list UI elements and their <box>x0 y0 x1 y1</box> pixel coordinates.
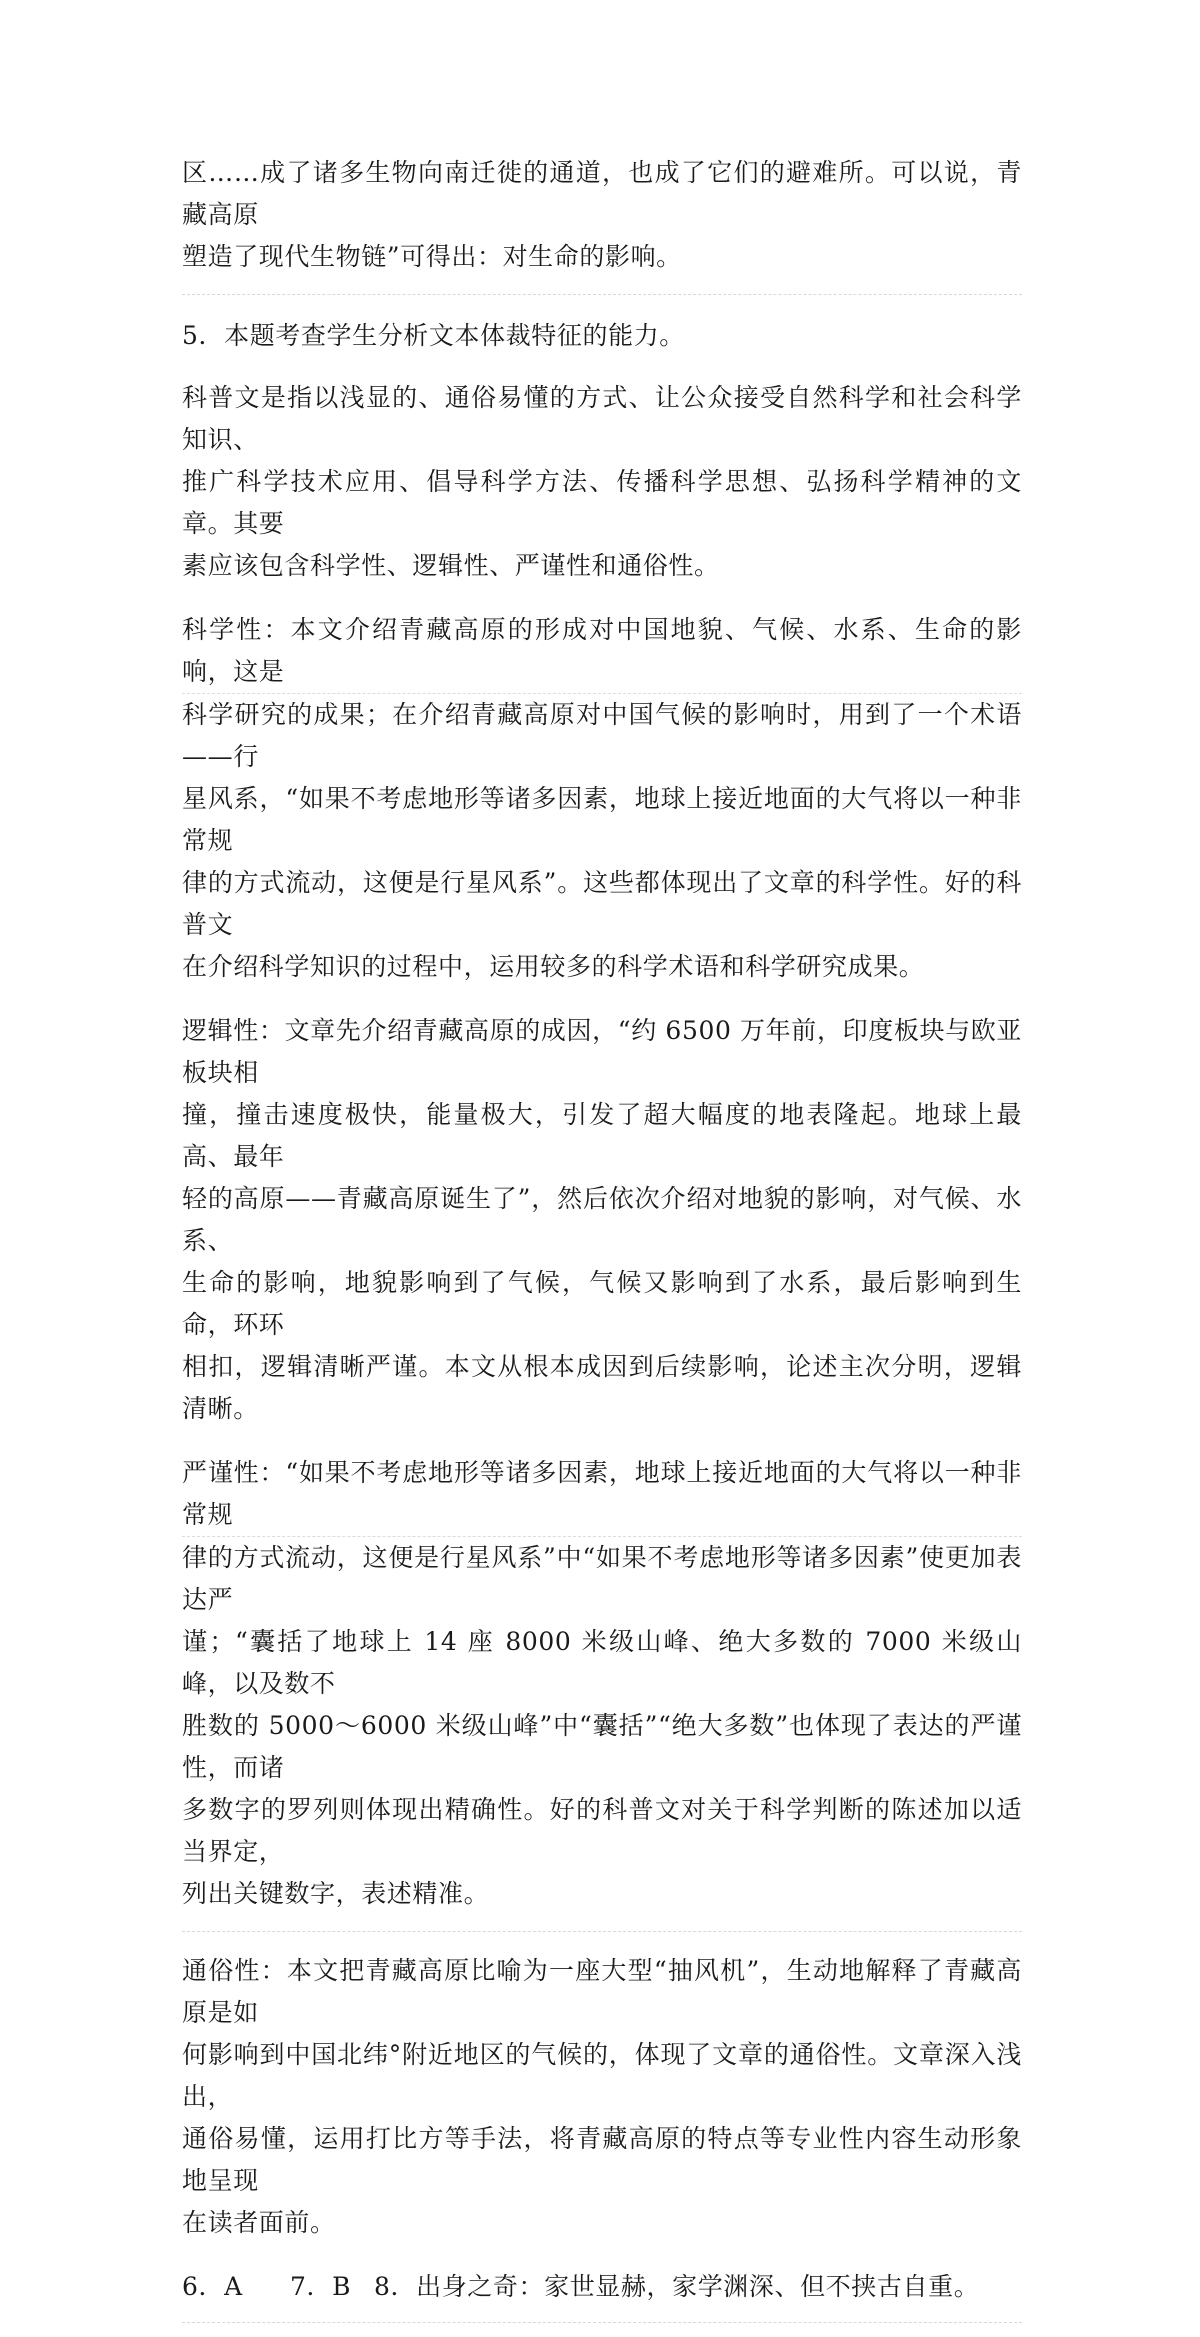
text-line: 在读者面前。 <box>182 2208 336 2237</box>
paragraph-definition <box>182 373 1022 605</box>
text-line: 推广科学技术应用、倡导科学方法、传播科学思想、弘扬科学精神的文章。其要 <box>182 467 1022 538</box>
paragraph-logical <box>182 1006 1022 1448</box>
paragraph-scientific <box>182 605 1022 1006</box>
text-line: 在介绍科学知识的过程中，运用较多的科学术语和科学研究成果。 <box>182 952 925 981</box>
answer-7: 7．B <box>290 2272 352 2301</box>
question-5-heading <box>182 309 1022 373</box>
text-line: 星风系，“如果不考虑地形等诸多因素，地球上接近地面的大气将以一种非常规 <box>182 784 1022 855</box>
text-line: 律的方式流动，这便是行星风系”中“如果不考虑地形等诸多因素”使更加表达严 <box>182 1543 1022 1614</box>
text-line: 谨；“囊括了地球上 14 座 8000 米级山峰、绝大多数的 7000 米级山峰，以及数不 <box>182 1627 1022 1698</box>
text-line: 素应该包含科学性、逻辑性、严谨性和通俗性。 <box>182 551 720 580</box>
answer-6: 6．A <box>182 2272 243 2301</box>
answers-row <box>182 2262 1022 2323</box>
text-line: 生命的影响，地貌影响到了气候，气候又影响到了水系，最后影响到生命，环环 <box>182 1268 1022 1339</box>
text-line: 轻的高原——青藏高原诞生了”，然后依次介绍对地貌的影响，对气候、水系、 <box>182 1184 1022 1255</box>
paragraph-popular <box>182 1946 1022 2262</box>
answer-8: 8．出身之奇：家世显赫，家学渊深、但不挟古自重。 <box>374 2272 980 2301</box>
text-line: 通俗易懂，运用打比方等手法，将青藏高原的特点等专业性内容生动形象地呈现 <box>182 2124 1022 2195</box>
text-line: 科学研究的成果；在介绍青藏高原对中国气候的影响时，用到了一个术语——行 <box>182 700 1022 771</box>
text-line: 律的方式流动，这便是行星风系”。这些都体现出了文章的科学性。好的科普文 <box>182 868 1022 939</box>
text-line: 逻辑性：文章先介绍青藏高原的成因，“约 6500 万年前，印度板块与欧亚板块相 <box>182 1016 1022 1087</box>
text-line: 何影响到中国北纬°附近地区的气候的，体现了文章的通俗性。文章深入浅出， <box>182 2040 1022 2111</box>
paragraph-continuation <box>182 148 1022 295</box>
text-line: 5．本题考查学生分析文本体裁特征的能力。 <box>182 321 685 350</box>
text-line: 胜数的 5000～6000 米级山峰”中“囊括”“绝大多数”也体现了表达的严谨性，而诸 <box>182 1711 1022 1782</box>
text-line: 列出关键数字，表述精准。 <box>182 1879 490 1908</box>
text-line: 区……成了诸多生物向南迁徙的通道，也成了它们的避难所。可以说，青藏高原 <box>182 158 1022 229</box>
text-line: 科学性：本文介绍青藏高原的形成对中国地貌、气候、水系、生命的影响，这是 <box>182 609 1022 694</box>
text-line: 严谨性：“如果不考虑地形等诸多因素，地球上接近地面的大气将以一种非常规 <box>182 1452 1022 1537</box>
text-line: 科普文是指以浅显的、通俗易懂的方式、让公众接受自然科学和社会科学知识、 <box>182 383 1022 454</box>
text-line: 相扣，逻辑清晰严谨。本文从根本成因到后续影响，论述主次分明，逻辑清晰。 <box>182 1352 1022 1423</box>
text-line: 多数字的罗列则体现出精确性。好的科普文对关于科学判断的陈述加以适当界定， <box>182 1795 1022 1866</box>
text-line: 通俗性：本文把青藏高原比喻为一座大型“抽风机”，生动地解释了青藏高原是如 <box>182 1956 1022 2027</box>
paragraph-rigorous <box>182 1448 1022 1932</box>
document-page <box>182 148 1022 2337</box>
text-line: 塑造了现代生物链”可得出：对生命的影响。 <box>182 242 682 271</box>
text-line: 撞，撞击速度极快，能量极大，引发了超大幅度的地表隆起。地球上最高、最年 <box>182 1100 1022 1171</box>
